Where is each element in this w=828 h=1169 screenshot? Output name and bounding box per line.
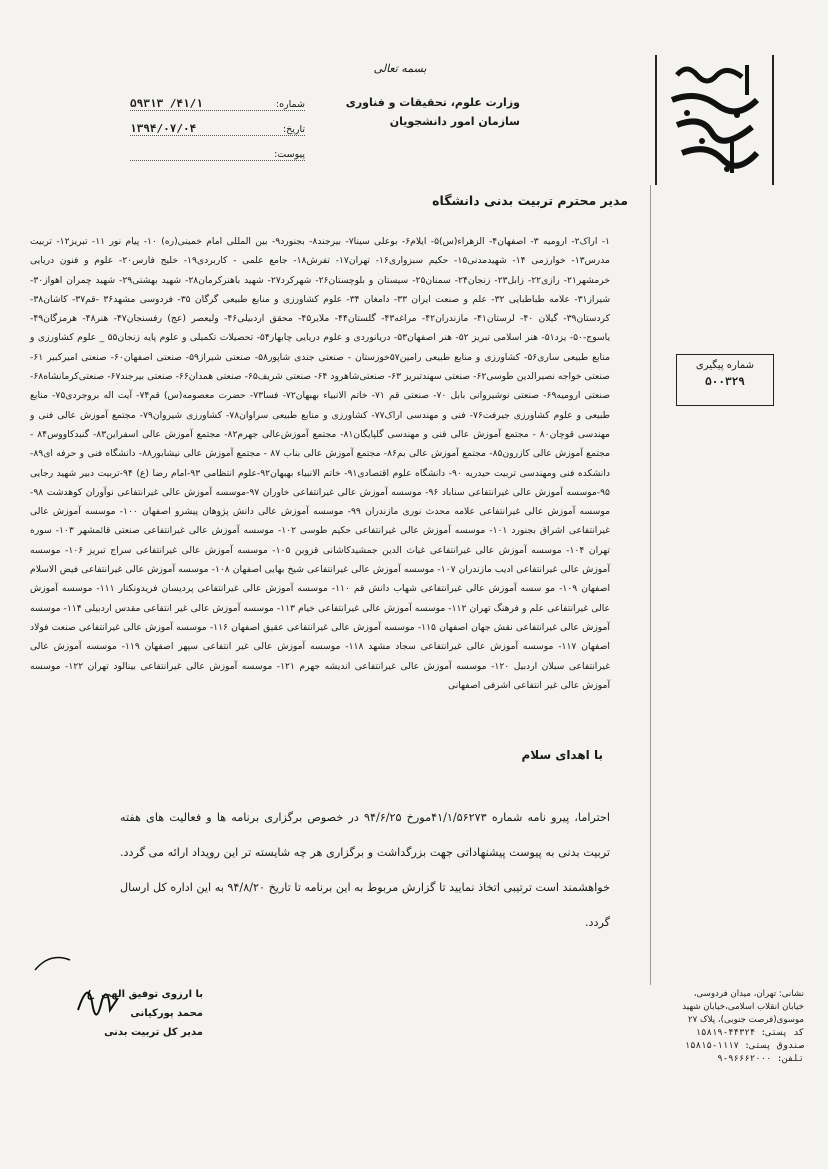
recipient-list: ۱- اراک۲- ارومیه ۳- اصفهان۴- الزهراء(س)۵- ایلام۶- بوعلی سینا۷- بیرجند۸- بجنورد۹- بین المللی امام خمینی(ره) ۱۰- پیام نور ۱۱- تبریز۱۲- تربیت مدرس۱۳- خوارزمی ۱۴- شهیدمدنی۱۵- حکیم سبزواری۱۶- تهران۱۷- تفرش۱۸- جامع علمی - کاربردی۱۹- خلیج فارس۲۰- علوم و فنون دریایی خرمشهر۲۱- رازی۲۲- زابل۲۳- زنجان۲۴- سمنان۲۵- سیستان و بلوچستان۲۶- شهرکرد۲۷- شهید باهنرکرمان۲۸- شهید بهشتی۲۹- شهید چمران اهواز۳۰- شیراز۳۱- علامه طباطبایی ۳۲- علم و صنعت ایران ۳۳- دامغان ۳۴- علوم کشاورزی و منابع طبیعی گرگان ۳۵- فردوسی مشهد۳۶ -قم۳۷- کاشان۳۸- کردستان۳۹- گیلان ۴۰- لرستان۴۱- مازندران۴۲- مراغه۴۳- گلستان۴۴- ملایر۴۵- محقق اردبیلی۴۶- ولیعصر (عج) رفسنجان۴۷- هنر۴۸- هرمزگان۴۹- یاسوج-۵۰- یزد۵۱- هنر اسلامی تبریز ۵۲- هنر اصفهان۵۳- دریانوردی و علوم دریایی چابهار۵۴- تحصیلات تکمیلی و علوم پایه زنجان۵۵ _ علوم کشاورزی و منابع طبیعی ساری۵۶- کشاورزی و منابع طبیعی رامین۵۷خوزستان - صنعتی جندی شاپور۵۸- صنعتی شیراز۵۹- صنعتی اصفهان۶۰- صنعتی امیرکبیر ۶۱- صنعتی خواجه نصیرالدین طوسی۶۲- صنعتی سهندتبریز ۶۳- صنعتی‌شاهرود ۶۴- صنعتی شریف۶۵- صنعتی همدان۶۶- صنعتی بیرجند۶۷- صنعتی‌کرمانشاه۶۸- صنعتی ارومیه۶۹- صنعتی نوشیروانی بابل ۷۰- صنعتی قم ۷۱- خاتم الانبیاء بهبهان۷۲- فسا۷۳- حضرت معصومه(س) قم۷۴- آیت اله بروجردی۷۵- منابع طبیعی و علوم کشاورزی جیرفت۷۶- فنی و مهندسی اراک۷۷- کشاورزی و منابع طبیعی سراوان۷۸- کشاورزی شیروان۷۹- مجتمع آموزش عالی فنی و مهندسی قوچان۸۰ - مجتمع آموزش عالی فنی و مهندسی گلپایگان۸۱- مجتمع آموزش‌عالی جهرم۸۲- مجتمع آموزش عالی اسفراین۸۳- گنبدکاووس۸۴ - مجتمع آموزش عالی کازرون۸۵- مجتمع آموزش عالی بم۸۶- مجتمع آموزش عالی بناب ۸۷ - مجتمع آموزش عالی نیشابور۸۸- دانشگاه فنی و حرفه ای۸۹- دانشکده فنی ومهندسی تربیت حیدریه ۹۰- دانشگاه علوم اقتصادی۹۱- خاتم الانبیاء بهبهان۹۲-علوم انتظامی ۹۳-امام رضا (ع) ۹۴-تربیت دبیر شهید رجایی ۹۵-موسسه آموزش عالی غیرانتفاعی سناباد ۹۶- موسسه آموزش عالی غیرانتفاعی خاوران ۹۷-موسسه آموزش عالی غیرانتفاعی نوآوران کوهدشت ۹۸-موسسه آموزش عالی غیرانتفاعی علامه محدث نوری مازندران ۹۹- موسسه آموزش عالی دانش پژوهان پیشرو اصفهان ۱۰۰- موسسه آموزش عالی غیرانتفاعی اشراق بجنورد ۱۰۱- موسسه آموزش عالی غیرانتفاعی حکیم طوسی ۱۰۲- موسسه آموزش عالی غیرانتفاعی صنعتی قائمشهر ۱۰۳- سوره تهران ۱۰۴- موسسه آموزش عالی غیرانتفاعی غیاث الدین جمشید‌کاشانی قزوین ۱۰۵- موسسه آموزش عالی غیرانتفاعی سراج تبریز ۱۰۶- موسسه آموزش عالی غیرانتفاعی ادیب مازندران ۱۰۷- موسسه آموزش عالی غیرانتفاعی شیخ بهایی اصفهان ۱۰۸- موسسه آموزش عالی غیرانتفاعی فیض الاسلام اصفهان ۱۰۹- مو سسه آموزش عالی غیرانتفاعی شهاب دانش قم ۱۱۰- موسسه آموزش عالی غیرانتفاعی پردیسان فریدونکنار ۱۱۱- موسسه آموزش عالی غیرانتفاعی علم و فرهنگ تهران ۱۱۲- موسسه آموزش عالی غیرانتفاعی خیام ۱۱۳- موسسه آموزش عالی غیر انتفاعی مقدس اردبیلی ۱۱۴- موسسه آموزش عالی غیرانتفاعی نقش جهان اصفهان ۱۱۵- موسسه آموزش عالی غیرانتفاعی عقیق اصفهان ۱۱۶- موسسه آموزش عالی غیرانتفاعی صنعت فولاد اصفهان ۱۱۷- موسسه آموزش عالی غیرانتفاعی سجاد مشهد ۱۱۸- موسسه آموزش عالی غیر انتفاعی سپهر اصفهان ۱۱۹- موسسه آموزش عالی غیرانتفاعی سبلان اردبیل ۱۲۰- موسسه آموزش عالی غیرانتفاعی اندیشه جهرم ۱۲۱- موسسه آموزش عالی غیرانتفاعی بینالود تهران ۱۲۲- موسسه آموزش عالی غیر انتفاعی اشرفی اصفهانی — [30, 236, 611, 691]
signature-closing: با ارزوی توفیق الهی — [101, 989, 203, 1000]
date-row — [130, 113, 305, 136]
recipient-title: مدیر محترم تربیت بدنی دانشگاه — [432, 193, 628, 208]
signature-name: محمد پورکیانی — [130, 1008, 203, 1019]
organization-name: سازمان امور دانشجویان — [389, 115, 520, 128]
tracking-number: ۵۰۰۳۲۹ — [705, 375, 745, 388]
attachment-row — [130, 138, 305, 161]
ministry-name: وزارت علوم، تحقیقات و فناوری — [345, 96, 520, 109]
organization-logo — [655, 55, 774, 185]
tracking-label: شماره پیگیری — [695, 360, 755, 371]
basmala: بسمه تعالی — [373, 62, 427, 75]
phone: تلفن: ۹۶۶۶۲۰۰۰-۹ — [717, 1054, 804, 1064]
logo-graphic — [657, 55, 772, 185]
letter-meta — [130, 88, 305, 163]
attachment-label: پیوست: — [274, 149, 305, 160]
letter-body: احتراما، پیرو نامه شماره ۴۱/۱/۵۶۲۷۳مورخ ۹۴/۶/۲۵ در خصوص برگزاری برنامه ها و فعالیت های هفته تربیت بدنی به پیوست پیشنهاداتی جهت بزرگداشت و برگزاری هر چه شایسته تر این رویداد ارائه می گردد. خواهشمند است ترتیبی اتخاذ نمایید تا گزارش مربوط به این برنامه تا تاریخ ۹۴/۸/۲۰ به این اداره کل ارسال گردد. — [120, 811, 610, 929]
tracking-box — [676, 354, 774, 406]
number-row — [130, 88, 305, 111]
address-line-3: موسوی(فرصت جنوبی)، پلاک ۲۷ — [687, 1015, 804, 1025]
signature-title: مدیر کل تربیت بدنی — [104, 1027, 203, 1038]
signature-block — [78, 985, 203, 1042]
number-label: شماره: — [275, 99, 305, 110]
address-line-1: نشانی: تهران، میدان فردوسی، — [693, 989, 804, 999]
ministry-heading — [300, 96, 520, 134]
postal-code: کد پستی: ۴۴۳۲۴-۱۵۸۱۹ — [695, 1028, 804, 1038]
number-value: ۴۱/۱/ ۵۹۳۱۳ — [130, 97, 203, 110]
greeting: با اهدای سلام — [521, 748, 603, 762]
address-line-2: خیابان انقلاب اسلامی،خیابان شهید — [682, 1002, 804, 1012]
margin-divider — [650, 185, 651, 985]
date-label: تاریخ: — [282, 124, 305, 135]
address-block — [676, 988, 804, 1066]
date-value: ۱۳۹۴/۰۷/۰۴ — [130, 122, 197, 135]
po-box: صندوق پستی: ۱۱۱۷-۱۵۸۱۵ — [684, 1041, 804, 1051]
